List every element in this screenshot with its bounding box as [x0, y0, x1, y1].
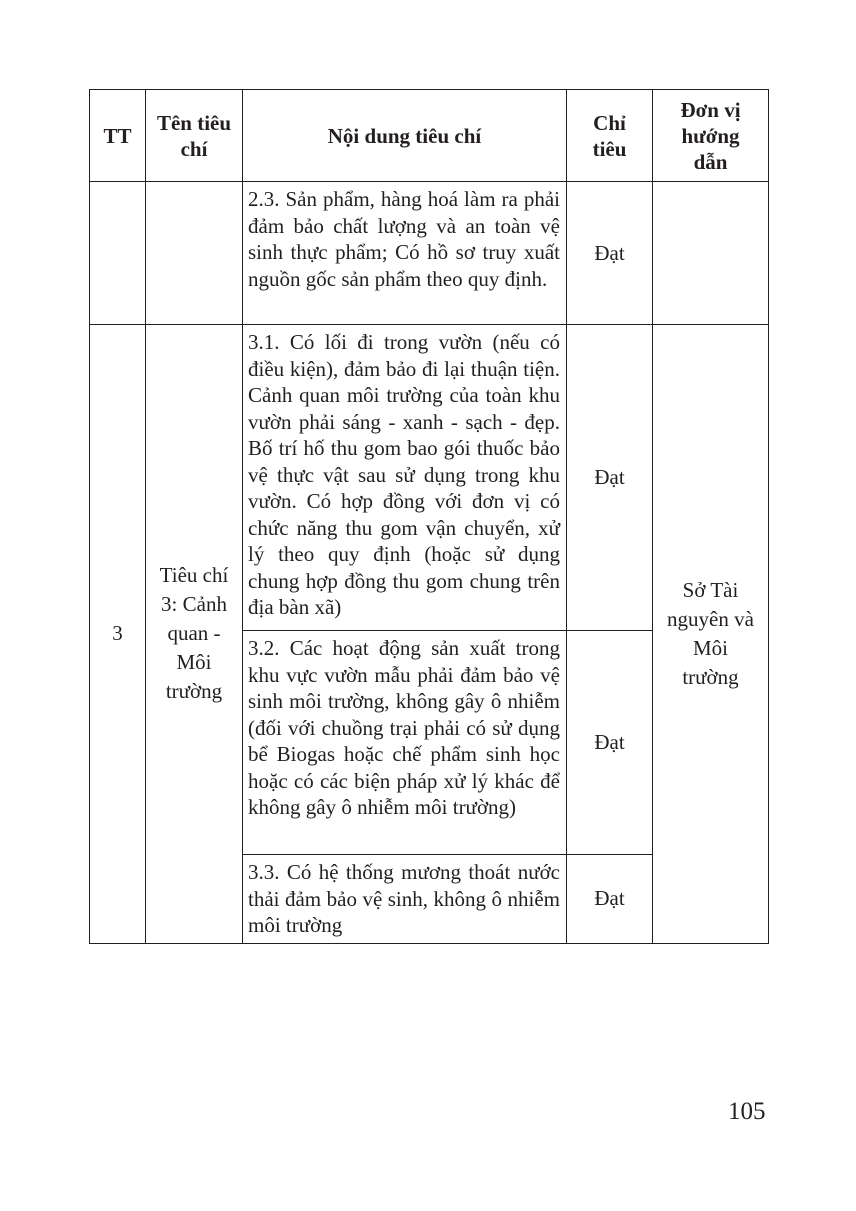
guidance-unit-cell: Sở Tài nguyên và Môi trường	[653, 325, 769, 944]
target-cell: Đạt	[567, 182, 653, 325]
criteria-content-3-3: 3.3. Có hệ thống mương thoát nước thải đảm bảo vệ sinh, không ô nhiễm môi trường	[243, 855, 567, 944]
tt-cell-empty	[90, 182, 146, 325]
table-row	[90, 325, 769, 631]
table-header-row	[90, 90, 769, 182]
table-row	[90, 182, 769, 325]
header-target: Chỉ tiêu	[567, 90, 653, 182]
header-tt: TT	[90, 90, 146, 182]
criteria-content-3-1: 3.1. Có lối đi trong vườn (nếu có điều kiện), đảm bảo đi lại thuận tiện. Cảnh quan môi trường của toàn khu vườn phải sáng - xanh - sạch - đẹp. Bố trí hố thu gom bao gói thuốc bảo vệ thực vật sau sử dụng trong khu vườn. Có hợp đồng với đơn vị có chức năng thu gom vận chuyển, xử lý theo quy định (hoặc sử dụng chung hợp đồng thu gom chung trên địa bàn xã)	[243, 325, 567, 631]
header-criteria-content: Nội dung tiêu chí	[243, 90, 567, 182]
page-number: 105	[728, 1098, 766, 1125]
target-cell: Đạt	[567, 325, 653, 631]
target-cell: Đạt	[567, 855, 653, 944]
tt-cell: 3	[90, 325, 146, 944]
header-guidance-unit: Đơn vị hướng dẫn	[653, 90, 769, 182]
criteria-name-cell-empty	[146, 182, 243, 325]
criteria-table	[89, 89, 769, 944]
header-criteria-name: Tên tiêu chí	[146, 90, 243, 182]
guidance-unit-cell-empty	[653, 182, 769, 325]
criteria-content-2-3: 2.3. Sản phẩm, hàng hoá làm ra phải đảm bảo chất lượng và an toàn vệ sinh thực phẩm; Có hồ sơ truy xuất nguồn gốc sản phẩm theo quy định.	[243, 182, 567, 325]
criteria-name-cell: Tiêu chí 3: Cảnh quan - Môi trường	[146, 325, 243, 944]
criteria-content-3-2: 3.2. Các hoạt động sản xuất trong khu vực vườn mẫu phải đảm bảo vệ sinh môi trường, không gây ô nhiễm (đối với chuồng trại phải có sử dụng bể Biogas hoặc chế phẩm sinh học hoặc có các biện pháp xử lý khác để không gây ô nhiễm môi trường)	[243, 631, 567, 855]
target-cell: Đạt	[567, 631, 653, 855]
